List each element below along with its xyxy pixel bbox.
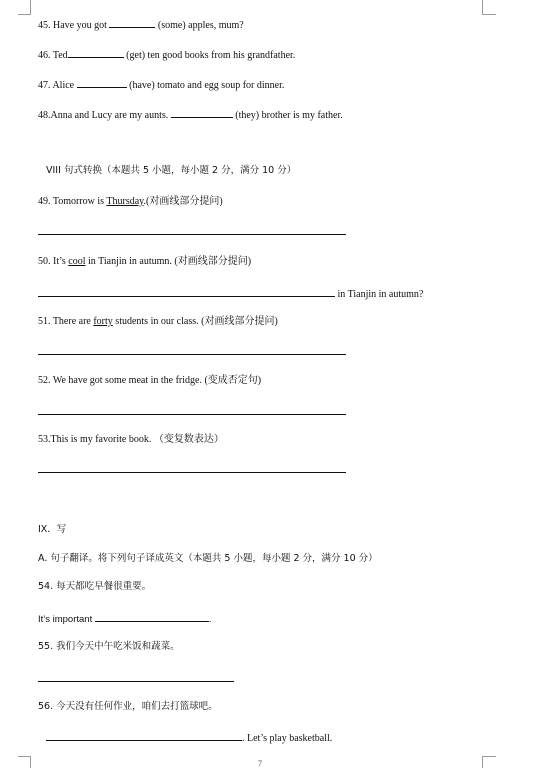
- question-50: [38, 256, 251, 268]
- page-number: 7: [258, 759, 262, 768]
- crop-mark-bottom-left: [18, 756, 31, 757]
- q54-answer-suffix: .: [208, 614, 212, 625]
- crop-mark-top-right: [482, 0, 483, 14]
- q50-answer-row: [38, 286, 423, 301]
- q54-answer-prefix: It’s important: [38, 614, 95, 625]
- question-53: 53.This is my favorite book. （变复数表达）: [38, 434, 224, 445]
- q55-answer-line[interactable]: [38, 681, 234, 682]
- crop-mark-top-left: [18, 14, 31, 15]
- q47-text-after: (have) tomato and egg soup for dinner.: [126, 80, 285, 91]
- q46-text-before: 46. Ted: [38, 50, 68, 61]
- crop-mark-top-right: [482, 14, 496, 15]
- q46-blank[interactable]: [68, 47, 124, 58]
- q48-blank[interactable]: [171, 107, 233, 118]
- question-49: [38, 196, 223, 208]
- question-56-prompt: 56. 今天没有任何作业，咱们去打篮球吧。: [38, 701, 218, 712]
- q51-text-before: 51. There are: [38, 316, 94, 327]
- q48-text-after: (they) brother is my father.: [232, 110, 343, 121]
- q49-text-before: 49. Tomorrow is: [38, 196, 107, 207]
- part-a-instructions: A. 句子翻译。将下列句子译成英文（本题共 5 小题，每小题 2 分，满分 10 分）: [38, 553, 378, 564]
- section-viii-title: VIII 句式转换（本题共 5 小题，每小题 2 分，满分 10 分）: [46, 165, 297, 176]
- q47-text-before: 47. Alice: [38, 80, 77, 91]
- q49-text-after: .(对画线部分提问): [143, 196, 223, 207]
- q50-underlined-word: cool: [68, 256, 86, 267]
- q50-text-after: in Tianjin in autumn. (对画线部分提问): [85, 256, 252, 267]
- q56-answer-line[interactable]: [46, 730, 242, 741]
- q54-answer-line[interactable]: [95, 611, 209, 622]
- q45-blank[interactable]: [109, 17, 155, 28]
- question-55-prompt: 55. 我们今天中午吃米饭和蔬菜。: [38, 641, 180, 652]
- q46-text-after: (get) ten good books from his grandfather.: [123, 50, 296, 61]
- question-47: [38, 77, 284, 92]
- q50-answer-suffix: in Tianjin in autumn?: [335, 289, 424, 300]
- q56-answer-row: [46, 730, 332, 745]
- q50-text-before: 50. It’s: [38, 256, 69, 267]
- crop-mark-top-left: [30, 0, 31, 14]
- q52-answer-line[interactable]: [38, 414, 346, 415]
- q45-text-after: (some) apples, mum?: [155, 20, 244, 31]
- q45-text-before: 45. Have you got: [38, 20, 110, 31]
- question-54-prompt: 54. 每天都吃早餐很重要。: [38, 581, 152, 592]
- q51-underlined-word: forty: [93, 316, 113, 327]
- section-ix-title: IX．写: [38, 524, 67, 535]
- q50-answer-line[interactable]: [38, 286, 335, 297]
- question-48: [38, 107, 343, 122]
- question-46: [38, 47, 295, 62]
- question-51: [38, 316, 278, 328]
- question-52: 52. We have got some meat in the fridge. (变成否定句): [38, 375, 262, 386]
- q49-answer-line[interactable]: [38, 234, 346, 235]
- crop-mark-bottom-right: [482, 756, 496, 757]
- q51-answer-line[interactable]: [38, 354, 346, 355]
- q51-text-after: students in our class. (对画线部分提问): [112, 316, 278, 327]
- question-45: [38, 17, 244, 32]
- q56-answer-suffix: . Let’s play basketball.: [242, 733, 333, 744]
- q47-blank[interactable]: [77, 77, 127, 88]
- q49-underlined-word: Thursday: [106, 196, 144, 207]
- q54-answer-row: [38, 611, 212, 626]
- q53-answer-line[interactable]: [38, 472, 346, 473]
- q48-text-before: 48.Anna and Lucy are my aunts.: [38, 110, 171, 121]
